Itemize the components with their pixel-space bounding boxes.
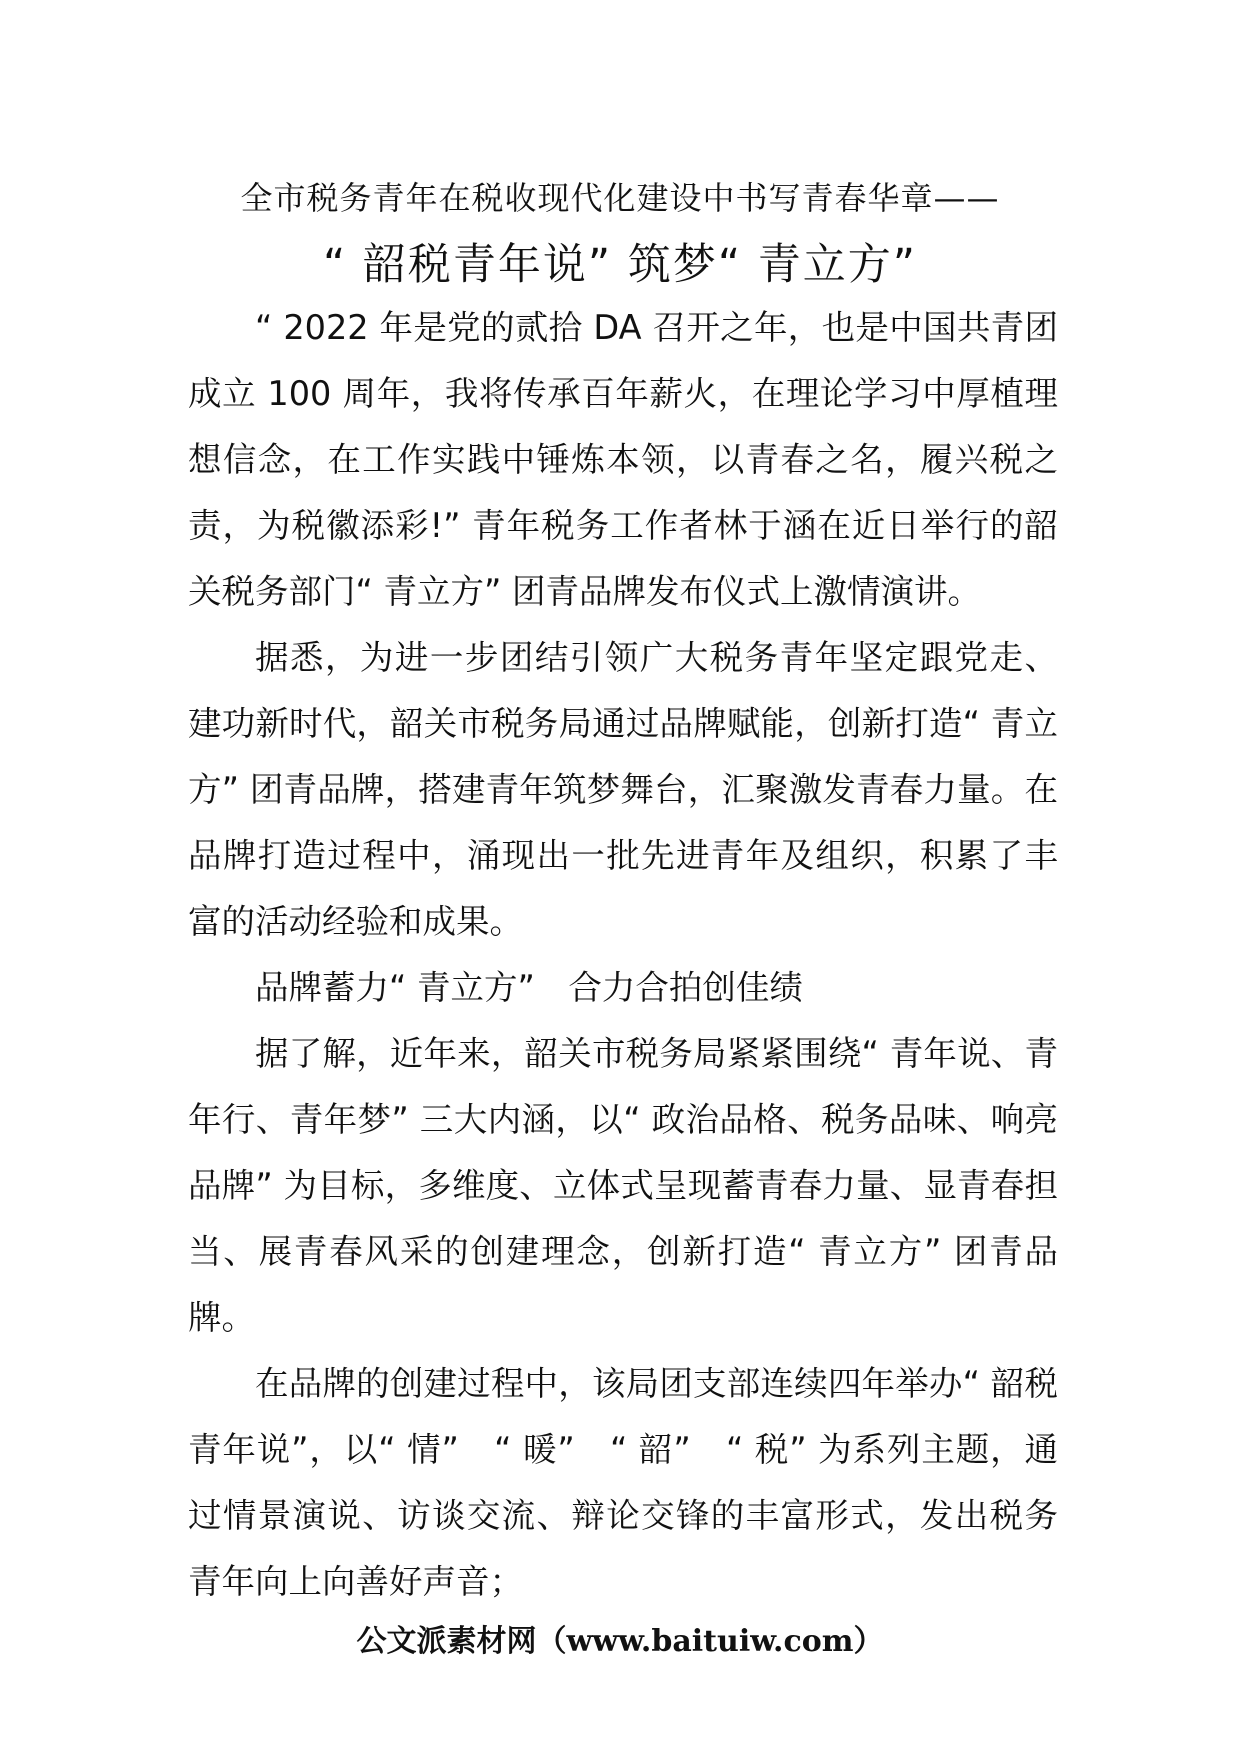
body-paragraph: “ 2022 年是党的贰拾 DA 召开之年，也是中国共青团成立 100 周年，我将传承百年薪火，在理论学习中厚植理想信念，在工作实践中锤炼本领，以青春之名，履兴税之责，为税徽添彩!” 青年税务工作者林于涵在近日举行的韶关税务部门“ 青立方” 团青品牌发布仪式上激情演讲。: [188, 308, 1058, 611]
footer-watermark: 公文派素材网（www.baituiw.com）: [356, 1624, 884, 1659]
body-paragraph: 据了解，近年来，韶关市税务局紧紧围绕“ 青年说、青年行、青年梦” 三大内涵，以“ 政治品格、税务品味、响亮品牌” 为目标，多维度、立体式呈现蓄青春力量、显青春担当、展青春风采的创建理念，创新打造“ 青立方” 团青品牌。: [188, 1034, 1058, 1337]
body-paragraph: 在品牌的创建过程中，该局团支部连续四年举办“ 韶税青年说”，以“ 情” “ 暖” “ 韶” “ 税” 为系列主题，通过情景演说、访谈交流、辩论交锋的丰富形式，发出税务青年向上向善好声音；: [188, 1364, 1058, 1601]
section-heading: 品牌蓄力“ 青立方” 合力合拍创佳绩: [255, 968, 803, 1007]
document-body: [188, 295, 1058, 1615]
document-subtitle: 全市税务青年在税收现代化建设中书写青春华章——: [240, 179, 1000, 217]
document-title: “ 韶税青年说” 筑梦“ 青立方”: [322, 240, 918, 290]
body-paragraph: 据悉，为进一步团结引领广大税务青年坚定跟党走、建功新时代，韶关市税务局通过品牌赋能，创新打造“ 青立方” 团青品牌，搭建青年筑梦舞台，汇聚激发青春力量。在品牌打造过程中，涌现出一批先进青年及组织，积累了丰富的活动经验和成果。: [188, 638, 1058, 941]
